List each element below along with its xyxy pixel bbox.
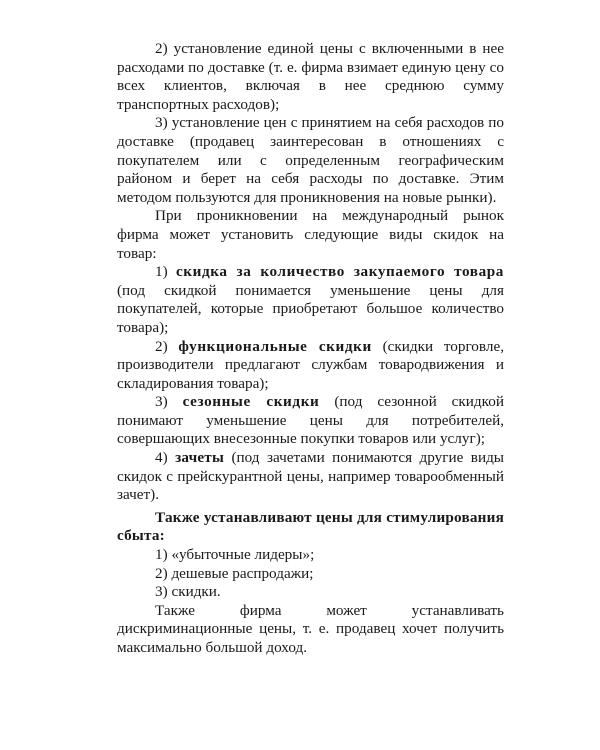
body-text [117, 40, 504, 658]
heading-text: Также устанавливают цены для стимулирования сбыта: [117, 508, 504, 545]
paragraph-offsets [117, 449, 504, 505]
paragraph-absorbed-delivery-price: 3) установление цен с принятием на себя расходов по доставке (продавец заинтересован в отношениях с покупателем или с определенным географическим районом и берет на себя расходы по доставке. Этим методом пользуются для проникновения на новые рынки). [117, 114, 504, 206]
item-number: 4) [155, 449, 176, 467]
list-item: 1) «убыточные лидеры»; [155, 546, 315, 564]
paragraph-functional-discount [117, 338, 504, 394]
paragraph-discounts-intro: При проникновении на международный рынок фирма может установить следующие виды скидок на товар: [117, 207, 504, 262]
paragraph-discriminatory-prices: Также фирма может устанавливать дискриминационные цены, т. е. продавец хочет получить максимально большой доход. [117, 601, 504, 656]
list-item: 3) скидки. [155, 583, 221, 601]
term-functional-discount: функциональные скидки [178, 337, 372, 355]
term-explanation: (под зачетами понимаются другие виды скидок с прейскурантной цены, например товарообменный зачет). [117, 449, 505, 504]
paragraph-seasonal-discount [117, 393, 504, 449]
term-explanation: (под скидкой понимается уменьшение цены для покупателей, которые приобретают большое количество товара); [117, 281, 504, 336]
paragraph-quantity-discount [117, 263, 504, 337]
term-seasonal-discount: сезонные скидки [182, 393, 320, 411]
list-item: 2) дешевые распродажи; [155, 564, 314, 582]
section-heading [117, 509, 504, 546]
term-explanation: (под сезонной скидкой понимают уменьшение цены для потребителей, совершающих внесезонные покупки товаров или услуг); [117, 393, 504, 448]
paragraph-uniform-delivery-price: 2) установление единой цены с включенными в нее расходами по доставке (т. е. фирма взимает единую цену со всех клиентов, включая в нее среднюю сумму транспортных расходов); [117, 40, 504, 113]
term-quantity-discount: скидка за количество закупаемого товара [175, 263, 505, 281]
item-number: 2) [155, 337, 179, 355]
item-number: 3) [155, 393, 183, 411]
item-number: 1) [155, 263, 176, 281]
term-offsets: зачеты [175, 449, 225, 467]
term-explanation: (скидки торговле, производители предлагают службам товародвижения и складирования товара); [117, 337, 504, 392]
